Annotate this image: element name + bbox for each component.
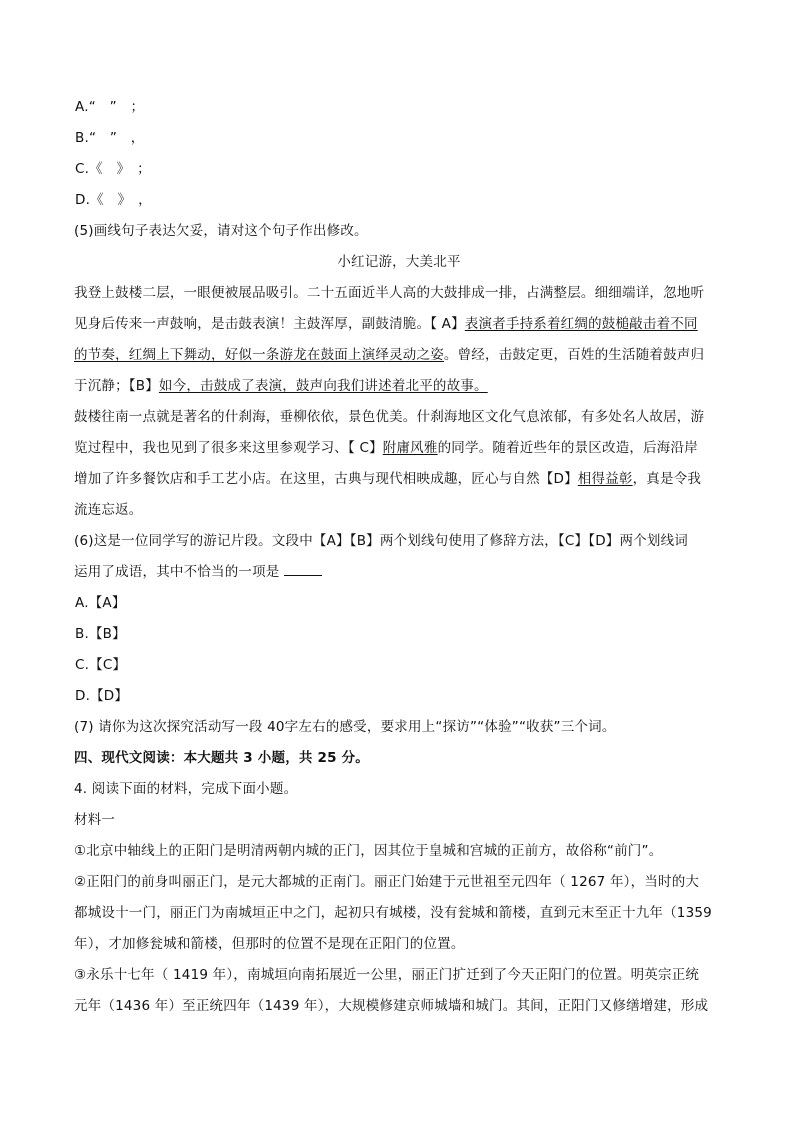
option-text: 【A】 [88,595,126,611]
text-run: 增加了许多餐饮店和手工艺小店。在这里，古典与现代相映成趣，匠心与自然【D】 [74,471,578,487]
option-a[interactable] [74,92,724,123]
q6-option-c[interactable] [74,650,724,681]
option-c[interactable] [74,154,724,185]
question-7: (7) 请你为这次探究活动写一段 40字左右的感受，要求用上“探访”“体验”“收获”三个词。 [74,719,616,735]
answer-blank[interactable] [284,561,322,576]
option-text: “ ” ； [88,99,145,115]
essay-p1-line3 [74,340,724,371]
option-text: 【D】 [90,688,129,704]
option-text: 《 》 ； [89,161,151,177]
option-letter: B. [75,130,89,146]
essay-p2-line4: 流连忘返。 [74,502,143,518]
essay-p2-line2 [74,433,724,464]
material-p2-line2: 都城设十一门，丽正门为南城垣正中之门，起初只有城楼，没有瓮城和箭楼，直到元末至正十九年（1359 [74,905,712,921]
option-d[interactable] [74,185,724,216]
essay-p2-line1: 鼓楼往南一点就是著名的什刹海，垂柳依依，景色优美。什刹海地区文化气息浓郁，有多处名人故居，游 [74,409,705,425]
option-letter: C. [75,657,90,673]
essay-title: 小红记游，大美北平 [337,254,461,270]
material-label: 材料一 [74,812,116,828]
text-run: 的同学。随着近些年的景区改造，后海沿岸 [437,440,698,456]
q6-option-d[interactable] [74,681,724,712]
option-letter: D. [75,192,91,208]
material-p2-line1: ②正阳门的前身叫丽正门，是元大都城的正南门。丽正门始建于元世祖至元四年（ 1267 年），当时的大 [74,874,700,890]
material-p3-line1: ③永乐十七年（ 1419 年），南城垣向南拓展近一公里，丽正门扩迁到了今天正阳门的位置。明英宗正统 [74,967,700,983]
question-5-prompt: (5)画线句子表达欠妥，请对这个句子作出修改。 [74,223,368,239]
underlined-sentence-a: 表演者手持系着红绸的鼓槌敲击着不同 [464,316,698,332]
text-run: 。曾经，击鼓定更，百姓的生活随着鼓声归 [443,347,705,363]
question-6-line2 [74,557,724,588]
essay-p1-line4 [74,371,724,402]
material-p1: ①北京中轴线上的正阳门是明清两朝内城的正门，因其位于皇城和宫城的正前方，故俗称“前门”。 [74,843,663,859]
text-run: 运用了成语，其中不恰当的一项是 [74,564,280,580]
option-text: 【B】 [88,626,126,642]
essay-p1-line2 [74,309,724,340]
question-6-line1: (6)这是一位同学写的游记片段。文段中【A】【B】两个划线句使用了修辞方法，【C】【D】两个划线词 [74,533,688,549]
material-p2-line3: 年），才加修瓮城和箭楼，但那时的位置不是现在正阳门的位置。 [74,936,465,952]
option-text: 【C】 [89,657,127,673]
essay-p2-line3 [74,464,724,495]
text-run: 于沉静；【B】 [74,378,159,394]
q6-option-a[interactable] [74,588,724,619]
option-letter: A. [75,99,89,115]
material-p3-line2: 元年（1436 年）至正统四年（1439 年），大规模修建京师城墙和城门。其间，正阳门又修缮增建，形成 [74,998,709,1014]
text-run: ，真是令我 [632,471,702,487]
section-heading: 四、现代文阅读：本大题共 3 小题，共 25 分。 [74,750,369,766]
text-run: 见身后传来一声鼓响，是击鼓表演！主鼓浑厚，副鼓清脆。【 A】 [74,316,465,332]
text-run: 览过程中，我也见到了很多来这里参观学习、【 C】 [74,440,383,456]
option-letter: A. [75,595,89,611]
option-b[interactable] [74,123,724,154]
exam-page [74,92,724,1022]
option-text: 《 》 ， [90,192,152,208]
option-letter: D. [75,688,91,704]
option-letter: C. [75,161,90,177]
underlined-sentence-b: 如今，击鼓成了表演，鼓声向我们讲述着北平的故事。 [158,378,488,394]
option-letter: B. [75,626,89,642]
underlined-word-c: 附庸风雅 [382,440,438,456]
underlined-sentence-a: 的节奏，红绸上下舞动，好似一条游龙在鼓面上演绎灵动之姿 [74,347,444,363]
question-4-intro: 4. 阅读下面的材料，完成下面小题。 [74,781,298,797]
option-text: “ ” ， [88,130,145,146]
underlined-word-d: 相得益彰 [577,471,633,487]
essay-p1-line1: 我登上鼓楼二层，一眼便被展品吸引。二十五面近半人高的大鼓排成一排，占满整层。细细端详，忽地听 [74,285,705,301]
q6-option-b[interactable] [74,619,724,650]
